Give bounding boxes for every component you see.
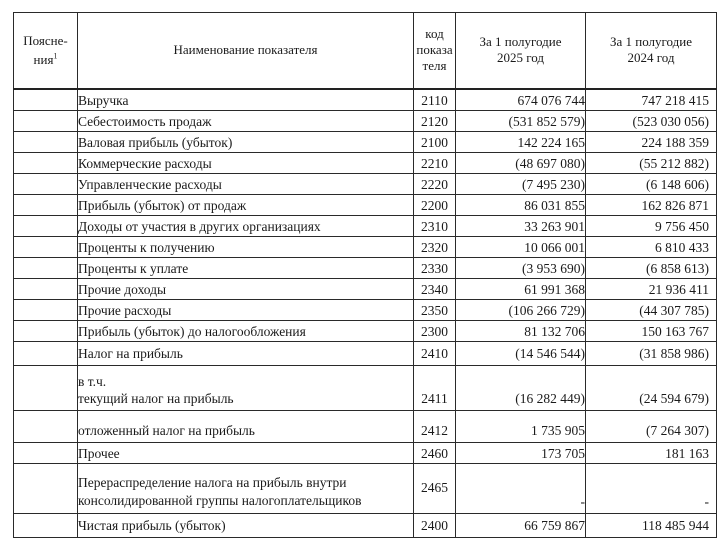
notes-cell — [14, 258, 78, 279]
row-previous-value: (31 858 986) — [586, 342, 717, 366]
row-previous-value: - — [586, 464, 717, 514]
notes-cell — [14, 195, 78, 216]
row-code: 2310 — [414, 216, 456, 237]
row-name: текущий налог на прибыль — [78, 391, 234, 406]
row-previous-value: (44 307 785) — [586, 300, 717, 321]
row-name: Налог на прибыль — [78, 342, 414, 366]
row-previous-value: 181 163 — [586, 443, 717, 464]
table-row — [14, 153, 717, 174]
table-row — [14, 321, 717, 342]
row-code: 2110 — [414, 89, 456, 111]
notes-cell — [14, 321, 78, 342]
row-current-value: - — [456, 464, 586, 514]
current-period-header: За 1 полугодие 2025 год — [456, 13, 586, 89]
row-name: Чистая прибыль (убыток) — [78, 514, 414, 538]
row-name: Доходы от участия в других организациях — [78, 216, 414, 237]
row-current-value: 674 076 744 — [456, 89, 586, 111]
row-current-value: 10 066 001 — [456, 237, 586, 258]
row-name: Валовая прибыль (убыток) — [78, 132, 414, 153]
row-code: 2120 — [414, 111, 456, 132]
notes-cell — [14, 132, 78, 153]
table-row — [14, 300, 717, 321]
row-current-value: (48 697 080) — [456, 153, 586, 174]
notes-cell — [14, 279, 78, 300]
row-current-value: 173 705 — [456, 443, 586, 464]
row-name: Прибыль (убыток) до налогообложения — [78, 321, 414, 342]
row-name: Прочее — [78, 443, 414, 464]
row-current-value: (106 266 729) — [456, 300, 586, 321]
row-code: 2210 — [414, 153, 456, 174]
row-name: Прибыль (убыток) от продаж — [78, 195, 414, 216]
row-code: 2400 — [414, 514, 456, 538]
row-code: 2200 — [414, 195, 456, 216]
notes-cell — [14, 153, 78, 174]
table-row — [14, 464, 717, 514]
row-current-value: (7 495 230) — [456, 174, 586, 195]
table-row — [14, 132, 717, 153]
notes-header-label — [23, 33, 67, 67]
row-current-value: 86 031 855 — [456, 195, 586, 216]
row-name: Проценты к уплате — [78, 258, 414, 279]
row-previous-value: (6 148 606) — [586, 174, 717, 195]
table-row — [14, 279, 717, 300]
row-name-cell — [78, 366, 414, 411]
row-name: Управленческие расходы — [78, 174, 414, 195]
row-current-value: 66 759 867 — [456, 514, 586, 538]
table-row — [14, 514, 717, 538]
row-previous-value: 6 810 433 — [586, 237, 717, 258]
table-row — [14, 111, 717, 132]
row-code: 2300 — [414, 321, 456, 342]
table-row — [14, 89, 717, 111]
notes-cell — [14, 216, 78, 237]
row-previous-value: 224 188 359 — [586, 132, 717, 153]
notes-cell — [14, 443, 78, 464]
notes-cell — [14, 366, 78, 411]
row-code: 2220 — [414, 174, 456, 195]
row-code: 2330 — [414, 258, 456, 279]
row-name: Выручка — [78, 89, 414, 111]
row-previous-value: 21 936 411 — [586, 279, 717, 300]
table-row — [14, 342, 717, 366]
previous-period-header: За 1 полугодие 2024 год — [586, 13, 717, 89]
row-current-value: (16 282 449) — [456, 366, 586, 411]
row-current-value: 81 132 706 — [456, 321, 586, 342]
notes-cell — [14, 111, 78, 132]
name-header: Наименование показателя — [78, 13, 414, 89]
row-current-value: 142 224 165 — [456, 132, 586, 153]
row-code: 2460 — [414, 443, 456, 464]
row-previous-value: (523 030 056) — [586, 111, 717, 132]
notes-cell — [14, 464, 78, 514]
notes-cell — [14, 514, 78, 538]
row-current-value: (3 953 690) — [456, 258, 586, 279]
code-header: код показа теля — [414, 13, 456, 89]
row-previous-value: 9 756 450 — [586, 216, 717, 237]
notes-cell — [14, 174, 78, 195]
row-name: Перераспределение налога на прибыль внутри консолидированной группы налогоплательщиков — [78, 464, 414, 514]
row-code: 2465 — [414, 464, 456, 514]
row-current-value: 33 263 901 — [456, 216, 586, 237]
row-code: 2412 — [414, 411, 456, 443]
row-name: Проценты к получению — [78, 237, 414, 258]
row-name: Прочие расходы — [78, 300, 414, 321]
income-statement-table — [13, 12, 717, 538]
row-previous-value: (24 594 679) — [586, 366, 717, 411]
row-name: Прочие доходы — [78, 279, 414, 300]
row-current-value: (14 546 544) — [456, 342, 586, 366]
table-row — [14, 443, 717, 464]
header-row — [14, 13, 717, 89]
row-name: Себестоимость продаж — [78, 111, 414, 132]
row-code: 2410 — [414, 342, 456, 366]
row-code: 2411 — [414, 366, 456, 411]
notes-cell — [14, 300, 78, 321]
notes-label: Поясне-ния — [23, 32, 68, 67]
row-previous-value: 747 218 415 — [586, 89, 717, 111]
row-code: 2100 — [414, 132, 456, 153]
table-row — [14, 411, 717, 443]
row-previous-value: 150 163 767 — [586, 321, 717, 342]
row-code: 2340 — [414, 279, 456, 300]
notes-cell — [14, 342, 78, 366]
row-current-value: 1 735 905 — [456, 411, 586, 443]
notes-cell — [14, 411, 78, 443]
notes-cell — [14, 237, 78, 258]
row-code: 2320 — [414, 237, 456, 258]
row-previous-value: 118 485 944 — [586, 514, 717, 538]
row-current-value: (531 852 579) — [456, 111, 586, 132]
table-row — [14, 366, 717, 411]
row-name: Коммерческие расходы — [78, 153, 414, 174]
row-code: 2350 — [414, 300, 456, 321]
notes-footnote-mark: 1 — [53, 51, 58, 61]
table-row — [14, 216, 717, 237]
table-row — [14, 195, 717, 216]
row-previous-value: (55 212 882) — [586, 153, 717, 174]
row-previous-value: 162 826 871 — [586, 195, 717, 216]
row-current-value: 61 991 368 — [456, 279, 586, 300]
notes-header — [14, 13, 78, 89]
row-name: отложенный налог на прибыль — [78, 411, 414, 443]
row-previous-value: (7 264 307) — [586, 411, 717, 443]
notes-cell — [14, 89, 78, 111]
table-row — [14, 258, 717, 279]
table-row — [14, 237, 717, 258]
row-name-prefix: в т.ч. — [78, 374, 107, 389]
table-row — [14, 174, 717, 195]
row-previous-value: (6 858 613) — [586, 258, 717, 279]
